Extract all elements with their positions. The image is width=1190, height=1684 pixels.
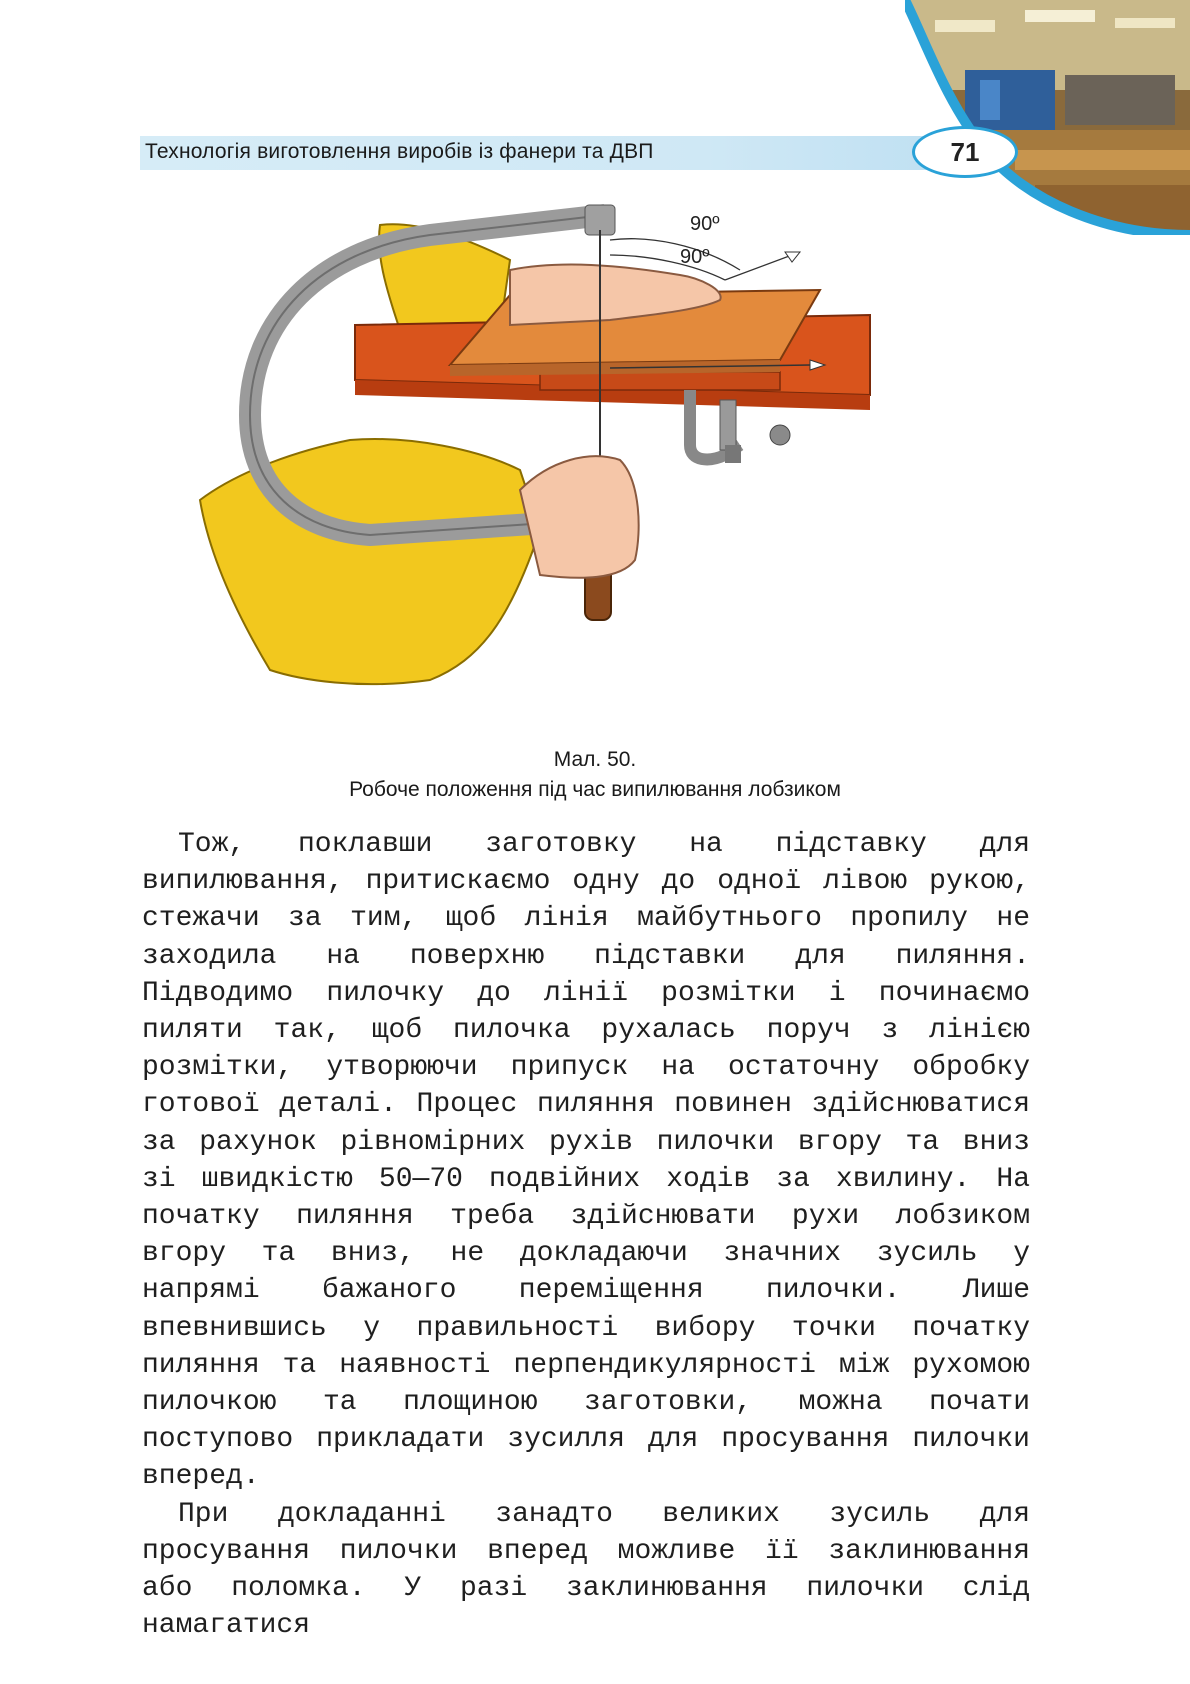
- running-header-title: Технологія виготовлення виробів із фанери та ДВП: [145, 140, 654, 163]
- body-text: [142, 826, 1030, 1644]
- paragraph: Тож, поклавши заготовку на підставку для випилювання, притискаємо одну до одної лівою рукою, стежачи за тим, щоб лінія майбутнього пропилу не заходила на поверхню підставки для пиляння. Підводимо пилочку до лінії розмітки і починаємо пиляти так, щоб пилочка рухалась поруч з лінією розмітки, утворюючи припуск на остаточну обробку готової деталі. Процес пиляння повинен здійснюватися за рахунок рівномірних рухів пилочки вгору та вниз зі швидкістю 50—70 подвійних ходів за хвилину. На початку пиляння треба здійснювати рухи лобзиком вгору та вниз, не докладаючи значних зусиль у напрямі бажаного переміщення пилочки. Лише впевнившись у правильності вибору точки початку пиляння та наявності перпендикулярності між рухомою пилочкою та площиною заготовки, можна почати поступово прикладати зусилля для просування пилочки вперед.: [142, 829, 1030, 1493]
- fretsaw-illustration: [180, 200, 960, 720]
- angle-label-lower: 90º: [680, 246, 710, 268]
- angle-label-upper: 90º: [690, 213, 720, 235]
- right-hand: [520, 456, 639, 578]
- paragraph: При докладанні занадто великих зусиль для просування пилочки вперед можливе її заклинювання або поломка. У разі заклинювання пилочки слід намагатися: [142, 1498, 1030, 1642]
- page-number: 71: [950, 137, 980, 167]
- figure-label: Мал. 50.: [553, 748, 637, 771]
- lower-arm-sleeve: [200, 439, 540, 684]
- figure-caption: Робоче положення під час випилювання лобзиком: [349, 778, 841, 801]
